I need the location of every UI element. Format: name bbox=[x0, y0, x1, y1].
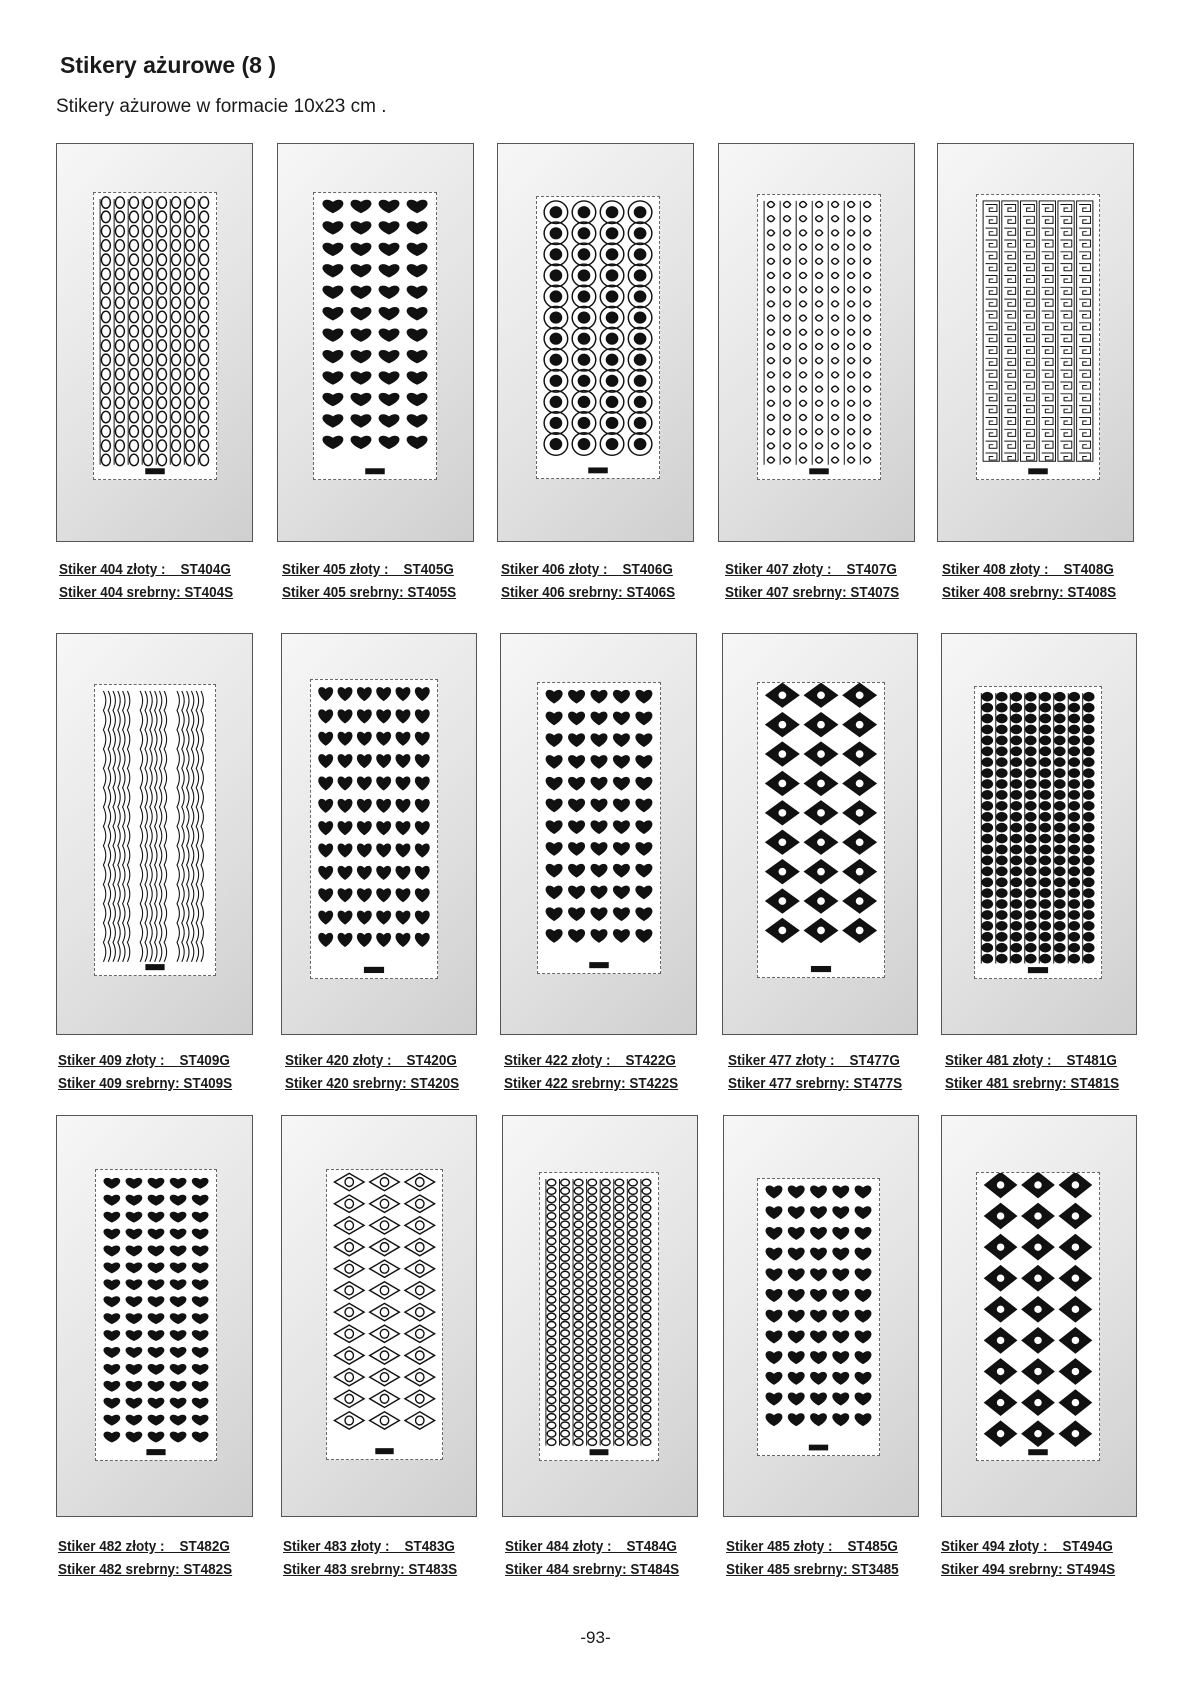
sticker-sheet-image bbox=[95, 1169, 217, 1461]
product-caption: Stiker 408 złoty : ST408G Stiker 408 srebrny: ST408S bbox=[942, 561, 1117, 601]
product-card-408 bbox=[937, 143, 1134, 542]
sticker-sheet-image bbox=[757, 194, 881, 480]
product-card-422 bbox=[500, 633, 697, 1035]
product-caption: Stiker 484 złoty : ST484G Stiker 484 srebrny: ST484S bbox=[505, 1538, 680, 1578]
product-card-406 bbox=[497, 143, 694, 542]
product-caption: Stiker 482 złoty : ST482G Stiker 482 srebrny: ST482S bbox=[58, 1538, 233, 1578]
sticker-sheet-image bbox=[539, 1172, 659, 1461]
sticker-sheet-image bbox=[757, 682, 885, 978]
product-card-407 bbox=[718, 143, 915, 542]
sticker-sheet-image bbox=[976, 1172, 1100, 1461]
sticker-sheet-image bbox=[313, 192, 437, 480]
product-caption: Stiker 477 złoty : ST477G Stiker 477 srebrny: ST477S bbox=[728, 1052, 903, 1092]
product-card-482 bbox=[56, 1115, 253, 1517]
product-caption: Stiker 409 złoty : ST409G Stiker 409 srebrny: ST409S bbox=[58, 1052, 233, 1092]
product-card-477 bbox=[722, 633, 918, 1035]
product-caption: Stiker 485 złoty : ST485G Stiker 485 srebrny: ST3485 bbox=[726, 1538, 899, 1578]
product-card-483 bbox=[281, 1115, 477, 1517]
page-subtitle: Stikery ażurowe w formacie 10x23 cm . bbox=[56, 96, 387, 117]
product-caption: Stiker 494 złoty : ST494G Stiker 494 srebrny: ST494S bbox=[941, 1538, 1116, 1578]
sticker-sheet-image bbox=[536, 196, 660, 479]
product-card-409 bbox=[56, 633, 253, 1035]
sticker-sheet-image bbox=[93, 192, 217, 480]
page-number: -93- bbox=[580, 1628, 611, 1647]
product-card-405 bbox=[277, 143, 474, 542]
product-card-481 bbox=[941, 633, 1137, 1035]
product-caption: Stiker 422 złoty : ST422G Stiker 422 srebrny: ST422S bbox=[504, 1052, 679, 1092]
sticker-sheet-image bbox=[310, 679, 438, 979]
product-caption: Stiker 405 złoty : ST405G Stiker 405 srebrny: ST405S bbox=[282, 561, 457, 601]
sticker-sheet-image bbox=[326, 1169, 443, 1460]
product-card-494 bbox=[941, 1115, 1137, 1517]
sticker-sheet-image bbox=[94, 684, 216, 976]
sticker-sheet-image bbox=[974, 686, 1102, 979]
sticker-sheet-image bbox=[976, 194, 1100, 480]
product-card-485 bbox=[723, 1115, 919, 1517]
product-caption: Stiker 407 złoty : ST407G Stiker 407 srebrny: ST407S bbox=[725, 561, 900, 601]
product-caption: Stiker 406 złoty : ST406G Stiker 406 srebrny: ST406S bbox=[501, 561, 676, 601]
sticker-sheet-image bbox=[537, 682, 661, 974]
product-caption: Stiker 481 złoty : ST481G Stiker 481 srebrny: ST481S bbox=[945, 1052, 1120, 1092]
product-caption: Stiker 483 złoty : ST483G Stiker 483 srebrny: ST483S bbox=[283, 1538, 458, 1578]
product-caption: Stiker 420 złoty : ST420G Stiker 420 srebrny: ST420S bbox=[285, 1052, 460, 1092]
product-card-404 bbox=[56, 143, 253, 542]
product-card-484 bbox=[502, 1115, 698, 1517]
page-title: Stikery ażurowe (8 ) bbox=[60, 52, 277, 78]
product-card-420 bbox=[281, 633, 477, 1035]
product-caption: Stiker 404 złoty : ST404G Stiker 404 srebrny: ST404S bbox=[59, 561, 234, 601]
sticker-sheet-image bbox=[757, 1178, 880, 1456]
